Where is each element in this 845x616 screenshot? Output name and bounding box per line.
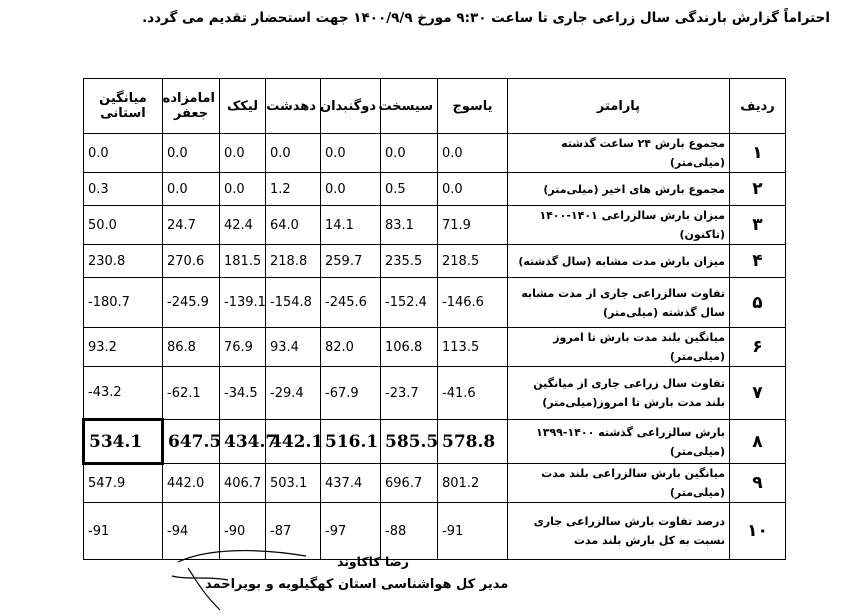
cell-provincial-average: 0.3 bbox=[84, 173, 163, 206]
row-index: ۱ bbox=[730, 134, 786, 173]
cell-dogonbadan: 516.1 bbox=[321, 420, 381, 464]
cell-yasuj: 113.5 bbox=[438, 328, 508, 367]
header-parameter: پارامتر bbox=[508, 79, 730, 134]
header-likak: لیکک bbox=[220, 79, 266, 134]
cell-yasuj: 801.2 bbox=[438, 464, 508, 503]
cell-provincial-average: -43.2 bbox=[84, 367, 163, 420]
row-parameter: درصد تفاوت بارش سالزراعی جاری نسبت به کل بارش بلند مدت bbox=[508, 503, 730, 560]
cell-imamzadeh-jafar: -94 bbox=[163, 503, 220, 560]
cell-dehdasht: 93.4 bbox=[266, 328, 321, 367]
cell-dogonbadan: 259.7 bbox=[321, 245, 381, 278]
cell-likak: 0.0 bbox=[220, 173, 266, 206]
row-parameter: تفاوت سالزراعی جاری از مدت مشابه سال گذشته (میلی‌متر) bbox=[508, 278, 730, 328]
cell-dehdasht: 0.0 bbox=[266, 134, 321, 173]
row-index: ۶ bbox=[730, 328, 786, 367]
table-row bbox=[84, 173, 786, 206]
cell-imamzadeh-jafar: 270.6 bbox=[163, 245, 220, 278]
table-row bbox=[84, 464, 786, 503]
cell-dogonbadan: 0.0 bbox=[321, 134, 381, 173]
header-row-index: ردیف bbox=[730, 79, 786, 134]
cell-dehdasht: -29.4 bbox=[266, 367, 321, 420]
cell-provincial-average: 230.8 bbox=[84, 245, 163, 278]
header-row bbox=[84, 79, 786, 134]
table-row bbox=[84, 134, 786, 173]
cell-dogonbadan: 437.4 bbox=[321, 464, 381, 503]
cell-provincial-average: 547.9 bbox=[84, 464, 163, 503]
cell-likak: 42.4 bbox=[220, 206, 266, 245]
cell-dehdasht: 1.2 bbox=[266, 173, 321, 206]
cell-sisakht: -23.7 bbox=[381, 367, 438, 420]
row-parameter: تفاوت سال زراعی جاری از میانگین بلند مدت بارش تا امروز(میلی‌متر) bbox=[508, 367, 730, 420]
cell-yasuj: 0.0 bbox=[438, 173, 508, 206]
row-parameter: میزان بارش مدت مشابه (سال گذشته) bbox=[508, 245, 730, 278]
row-index: ۷ bbox=[730, 367, 786, 420]
row-parameter: میانگین بارش سالزراعی بلند مدت (میلی‌متر) bbox=[508, 464, 730, 503]
row-index: ۹ bbox=[730, 464, 786, 503]
row-index: ۳ bbox=[730, 206, 786, 245]
signer-title: مدیر کل هواشناسی استان کهگیلویه و بویراحمد bbox=[205, 577, 509, 592]
cell-sisakht: 0.5 bbox=[381, 173, 438, 206]
cell-sisakht: -152.4 bbox=[381, 278, 438, 328]
cell-yasuj: 578.8 bbox=[438, 420, 508, 464]
cell-sisakht: 83.1 bbox=[381, 206, 438, 245]
cell-dehdasht: -154.8 bbox=[266, 278, 321, 328]
cell-provincial-average: 93.2 bbox=[84, 328, 163, 367]
cell-dehdasht: 442.1 bbox=[266, 420, 321, 464]
table-row bbox=[84, 206, 786, 245]
cell-dehdasht: 64.0 bbox=[266, 206, 321, 245]
signer-name: رضا کاکاوند bbox=[337, 554, 409, 569]
cell-dogonbadan: 14.1 bbox=[321, 206, 381, 245]
row-index: ۴ bbox=[730, 245, 786, 278]
cell-provincial-average: 534.1 bbox=[84, 420, 163, 464]
cell-yasuj: 0.0 bbox=[438, 134, 508, 173]
cell-sisakht: 106.8 bbox=[381, 328, 438, 367]
table-row bbox=[84, 328, 786, 367]
cell-dogonbadan: -245.6 bbox=[321, 278, 381, 328]
cell-yasuj: -91 bbox=[438, 503, 508, 560]
row-index: ۲ bbox=[730, 173, 786, 206]
cell-likak: -139.1 bbox=[220, 278, 266, 328]
row-index: ۱۰ bbox=[730, 503, 786, 560]
cell-likak: 434.7 bbox=[220, 420, 266, 464]
cell-provincial-average: -180.7 bbox=[84, 278, 163, 328]
header-dogonbadan: دوگنبدان bbox=[321, 79, 381, 134]
row-index: ۵ bbox=[730, 278, 786, 328]
cell-sisakht: 585.5 bbox=[381, 420, 438, 464]
cell-imamzadeh-jafar: 0.0 bbox=[163, 173, 220, 206]
header-provincial-average: میانگین استانی bbox=[84, 79, 163, 134]
cell-yasuj: -146.6 bbox=[438, 278, 508, 328]
cell-sisakht: -88 bbox=[381, 503, 438, 560]
row-parameter: مجموع بارش های اخیر (میلی‌متر) bbox=[508, 173, 730, 206]
table-row bbox=[84, 245, 786, 278]
header-dehdasht: دهدشت bbox=[266, 79, 321, 134]
cell-sisakht: 235.5 bbox=[381, 245, 438, 278]
cell-dehdasht: 503.1 bbox=[266, 464, 321, 503]
row-parameter: بارش سالزراعی گذشته ۱۴۰۰-۱۳۹۹ (میلی‌متر) bbox=[508, 420, 730, 464]
intro-text: احتراماً گزارش بارندگی سال زراعی جاری تا ساعت ۹:۳۰ مورخ ۱۴۰۰/۹/۹ جهت استحضار تقدیم می گردد. bbox=[142, 10, 830, 26]
table-row bbox=[84, 367, 786, 420]
table-row bbox=[84, 420, 786, 464]
cell-provincial-average: 0.0 bbox=[84, 134, 163, 173]
cell-imamzadeh-jafar: -62.1 bbox=[163, 367, 220, 420]
cell-dogonbadan: -97 bbox=[321, 503, 381, 560]
table-row bbox=[84, 278, 786, 328]
header-sisakht: سیسخت bbox=[381, 79, 438, 134]
cell-imamzadeh-jafar: 647.5 bbox=[163, 420, 220, 464]
cell-likak: -34.5 bbox=[220, 367, 266, 420]
cell-likak: -90 bbox=[220, 503, 266, 560]
header-imamzadeh-jafar: امامزاده جعفر bbox=[163, 79, 220, 134]
header-yasuj: یاسوج bbox=[438, 79, 508, 134]
cell-dehdasht: 218.8 bbox=[266, 245, 321, 278]
cell-yasuj: 218.5 bbox=[438, 245, 508, 278]
cell-yasuj: -41.6 bbox=[438, 367, 508, 420]
cell-imamzadeh-jafar: 0.0 bbox=[163, 134, 220, 173]
row-parameter: مجموع بارش ۲۴ ساعت گذشته (میلی‌متر) bbox=[508, 134, 730, 173]
cell-likak: 181.5 bbox=[220, 245, 266, 278]
cell-yasuj: 71.9 bbox=[438, 206, 508, 245]
cell-likak: 406.7 bbox=[220, 464, 266, 503]
cell-dogonbadan: 0.0 bbox=[321, 173, 381, 206]
cell-imamzadeh-jafar: 442.0 bbox=[163, 464, 220, 503]
rainfall-report-table bbox=[82, 78, 786, 560]
cell-sisakht: 696.7 bbox=[381, 464, 438, 503]
cell-imamzadeh-jafar: 24.7 bbox=[163, 206, 220, 245]
cell-provincial-average: 50.0 bbox=[84, 206, 163, 245]
cell-provincial-average: -91 bbox=[84, 503, 163, 560]
cell-dogonbadan: -67.9 bbox=[321, 367, 381, 420]
cell-likak: 0.0 bbox=[220, 134, 266, 173]
row-parameter: میانگین بلند مدت بارش تا امروز (میلی‌متر) bbox=[508, 328, 730, 367]
cell-dehdasht: -87 bbox=[266, 503, 321, 560]
cell-imamzadeh-jafar: 86.8 bbox=[163, 328, 220, 367]
cell-dogonbadan: 82.0 bbox=[321, 328, 381, 367]
row-index: ۸ bbox=[730, 420, 786, 464]
row-parameter: میزان بارش سالزراعی ۱۴۰۱-۱۴۰۰ (تاکنون) bbox=[508, 206, 730, 245]
cell-sisakht: 0.0 bbox=[381, 134, 438, 173]
cell-imamzadeh-jafar: -245.9 bbox=[163, 278, 220, 328]
cell-likak: 76.9 bbox=[220, 328, 266, 367]
